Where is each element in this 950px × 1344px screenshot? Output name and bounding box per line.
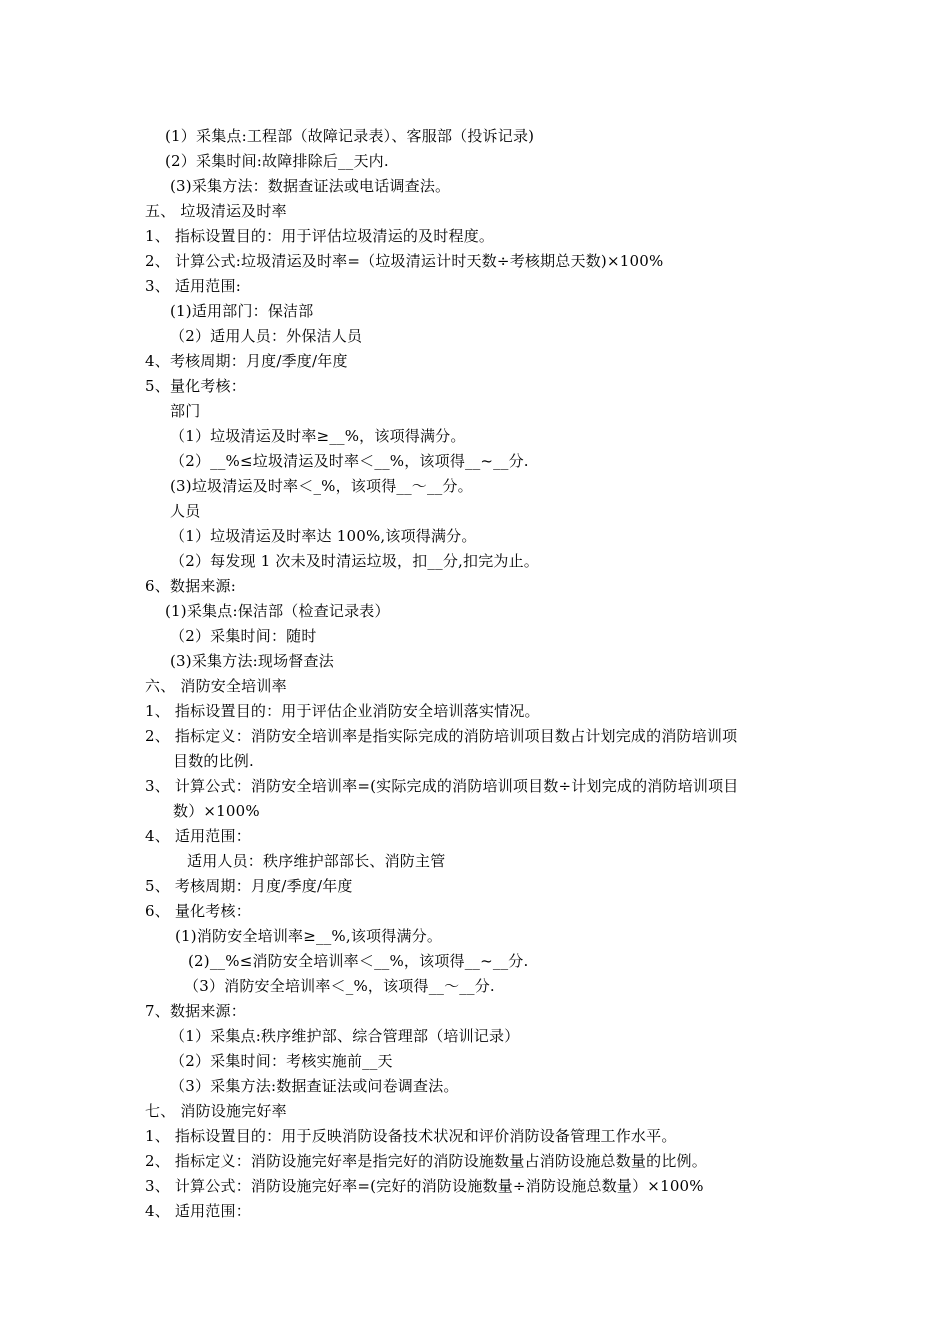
text-line: (1)采集点:保洁部（检查记录表） [165, 602, 390, 620]
text-line: 2、 计算公式:垃圾清运及时率=（垃圾清运计时天数÷考核期总天数)×100% [145, 252, 664, 270]
text-line: (1)适用部门：保洁部 [170, 302, 314, 320]
text-line: （2）每发现 1 次未及时清运垃圾，扣__分,扣完为止。 [170, 552, 539, 570]
text-line: （2）适用人员：外保洁人员 [170, 327, 363, 345]
section-heading: 五、 垃圾清运及时率 [145, 202, 287, 220]
text-line: (1）采集点:工程部（故障记录表）、客服部（投诉记录) [165, 127, 535, 145]
text-line: （2）采集时间：考核实施前__天 [170, 1052, 393, 1070]
text-line: （3）采集方法:数据查证法或问卷调查法。 [170, 1077, 459, 1095]
text-line: 部门 [170, 402, 201, 420]
text-line: （1）采集点:秩序维护部、综合管理部（培训记录） [170, 1027, 520, 1045]
text-line: 1、 指标设置目的：用于评估企业消防安全培训落实情况。 [145, 702, 540, 720]
text-line: 4、 适用范围： [145, 1202, 251, 1220]
section-heading: 六、 消防安全培训率 [145, 677, 287, 695]
text-line: 适用人员：秩序维护部部长、消防主管 [187, 852, 446, 870]
text-line: 5、 考核周期：月度/季度/年度 [145, 877, 353, 895]
text-line: 2、 指标定义：消防设施完好率是指完好的消防设施数量占消防设施总数量的比例。 [145, 1152, 707, 1170]
text-line: 人员 [170, 502, 201, 520]
text-line: 3、 计算公式：消防安全培训率=(实际完成的消防培训项目数÷计划完成的消防培训项目 [145, 777, 739, 795]
text-line: 4、考核周期：月度/季度/年度 [145, 352, 348, 370]
text-line: 2、 指标定义：消防安全培训率是指实际完成的消防培训项目数占计划完成的消防培训项 [145, 727, 738, 745]
text-line: （2）采集时间：随时 [170, 627, 317, 645]
text-line: 6、 量化考核： [145, 902, 251, 920]
text-line: (2）采集时间:故障排除后__天内. [165, 152, 389, 170]
text-line: 7、数据来源： [145, 1002, 246, 1020]
text-line: 5、量化考核： [145, 377, 246, 395]
text-line: （1）垃圾清运及时率达 100%,该项得满分。 [170, 527, 477, 545]
text-line: 1、 指标设置目的：用于反映消防设备技术状况和评价消防设备管理工作水平。 [145, 1127, 677, 1145]
text-line: (3)采集方法：数据查证法或电话调查法。 [170, 177, 451, 195]
text-line: 目数的比例. [173, 752, 254, 770]
text-line: (3)垃圾清运及时率＜_%，该项得__～__分。 [170, 477, 473, 495]
text-line: (2)__%≤消防安全培训率＜__%，该项得__~__分. [188, 952, 529, 970]
text-line: (1)消防安全培训率≥__%,该项得满分。 [175, 927, 443, 945]
text-line: (3)采集方法:现场督查法 [170, 652, 334, 670]
text-line: 6、数据来源: [145, 577, 236, 595]
text-line: 4、 适用范围： [145, 827, 251, 845]
text-line: （1）垃圾清运及时率≥__%，该项得满分。 [170, 427, 466, 445]
text-line: 3、 计算公式：消防设施完好率=(完好的消防设施数量÷消防设施总数量）×100% [145, 1177, 704, 1195]
text-line: （2）__%≤垃圾清运及时率＜__%，该项得__~__分. [170, 452, 529, 470]
section-heading: 七、 消防设施完好率 [145, 1102, 287, 1120]
text-line: （3）消防安全培训率＜_%，该项得__～__分. [184, 977, 495, 995]
text-line: 1、 指标设置目的：用于评估垃圾清运的及时程度。 [145, 227, 495, 245]
text-line: 3、 适用范围: [145, 277, 241, 295]
text-line: 数）×100% [173, 802, 260, 820]
